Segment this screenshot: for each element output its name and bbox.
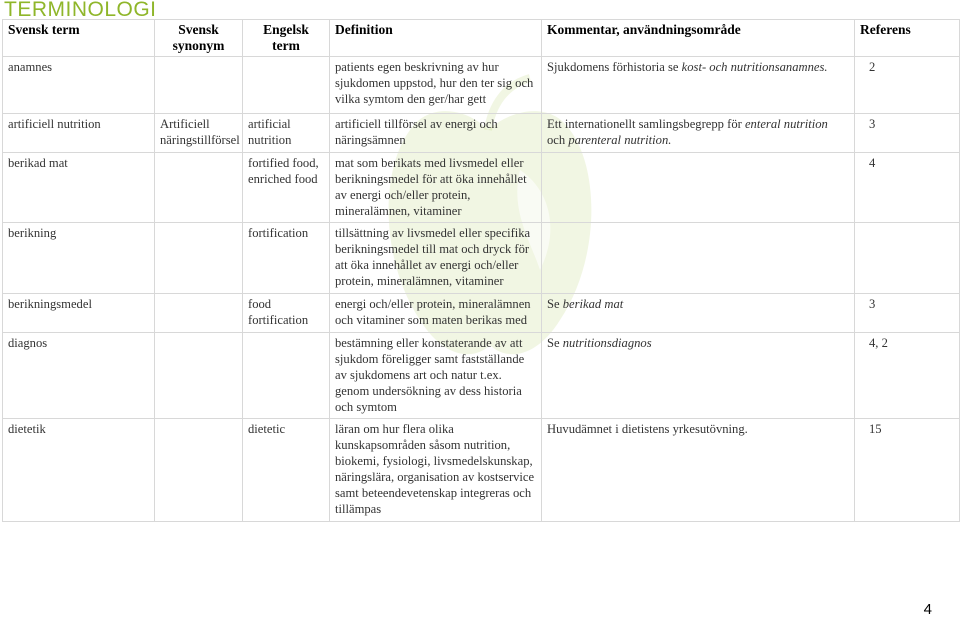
comment-cell — [542, 57, 855, 114]
comment-text-mid: och — [547, 132, 569, 147]
comment-cell: Huvudämnet i dietistens yrkesutövning. — [542, 419, 855, 521]
comment-italic: berikad mat — [562, 297, 624, 312]
comment-text: Se — [547, 297, 563, 312]
synonym-cell — [155, 332, 243, 419]
comment-text: Se — [547, 335, 563, 350]
definition-cell: läran om hur flera olika kunskapsområden såsom nutrition, biokemi, fysiologi, livsmedelskunskap, näringslära, organisation av kostservice samt beteendevetenskap integreras och tillämpas — [330, 419, 542, 521]
reference-cell: 3 — [855, 294, 960, 333]
table-row — [3, 419, 960, 521]
english-cell: fortification — [243, 223, 330, 294]
definition-cell: energi och/eller protein, mineralämnen och vitaminer som maten berikas med — [330, 294, 542, 333]
definition-cell: tillsättning av livsmedel eller specifika berikningsmedel till mat och dryck för att öka innehållet av energi och/eller protein, mineralämnen, vitaminer — [330, 223, 542, 294]
english-cell: dietetic — [243, 419, 330, 521]
reference-cell: 4, 2 — [855, 332, 960, 419]
comment-cell — [542, 294, 855, 333]
term-cell: berikning — [3, 223, 155, 294]
english-cell — [243, 57, 330, 114]
term-cell: anamnes — [3, 57, 155, 114]
reference-cell — [855, 223, 960, 294]
table-row — [3, 57, 960, 114]
header-engelsk-term: Engelsk term — [243, 20, 330, 57]
reference-cell: 4 — [855, 152, 960, 223]
comment-italic: kost- och nutritionsanamnes. — [681, 60, 828, 74]
synonym-cell — [155, 419, 243, 521]
comment-cell — [542, 152, 855, 223]
header-definition: Definition — [330, 20, 542, 57]
reference-cell: 3 — [855, 114, 960, 153]
term-cell: artificiell nutrition — [3, 114, 155, 153]
comment-text: Sjukdomens förhistoria se — [547, 60, 682, 74]
english-cell — [243, 332, 330, 419]
comment-cell — [542, 114, 855, 153]
comment-italic: nutritionsdiagnos — [562, 335, 652, 350]
table-row — [3, 294, 960, 333]
term-cell: diagnos — [3, 332, 155, 419]
english-cell: artificial nutrition — [243, 114, 330, 153]
reference-cell: 2 — [855, 57, 960, 114]
comment-text: Ett internationellt samlingsbegrepp för — [547, 117, 745, 131]
term-cell: berikad mat — [3, 152, 155, 223]
definition-cell: bestämning eller konstaterande av att sjukdom föreligger samt fastställande av sjukdomens art och natur t.ex. genom undersökning av dess historia och symtom — [330, 332, 542, 419]
header-svensk-term: Svensk term — [3, 20, 155, 57]
header-svensk-synonym: Svensk synonym — [155, 20, 243, 57]
table-header-row — [3, 20, 960, 57]
synonym-cell: Artificiell näringstillförsel — [155, 114, 243, 153]
terminology-table — [2, 19, 960, 522]
synonym-cell — [155, 57, 243, 114]
page-number: 4 — [923, 601, 932, 618]
header-kommentar: Kommentar, användningsområde — [542, 20, 855, 57]
term-cell: berikningsmedel — [3, 294, 155, 333]
table-row — [3, 152, 960, 223]
table-row — [3, 114, 960, 153]
term-cell: dietetik — [3, 419, 155, 521]
table-row — [3, 332, 960, 419]
english-cell: fortified food, enriched food — [243, 152, 330, 223]
table-row — [3, 223, 960, 294]
english-cell: food fortification — [243, 294, 330, 333]
comment-cell — [542, 332, 855, 419]
definition-cell: artificiell tillförsel av energi och näringsämnen — [330, 114, 542, 153]
definition-cell: patients egen beskrivning av hur sjukdomen uppstod, hur den ter sig och vilka symtom den ger/har gett — [330, 57, 542, 114]
header-referens: Referens — [855, 20, 960, 57]
synonym-cell — [155, 152, 243, 223]
definition-cell: mat som berikats med livsmedel eller berikningsmedel för att öka innehållet av energi och/eller protein, mineralämnen, vitaminer — [330, 152, 542, 223]
synonym-cell — [155, 294, 243, 333]
page-title: TERMINOLOGI — [4, 0, 157, 21]
reference-cell: 15 — [855, 419, 960, 521]
comment-italic: enteral nutrition — [744, 117, 828, 131]
comment-cell — [542, 223, 855, 294]
comment-italic-2: parenteral nutrition. — [568, 132, 672, 147]
synonym-cell — [155, 223, 243, 294]
